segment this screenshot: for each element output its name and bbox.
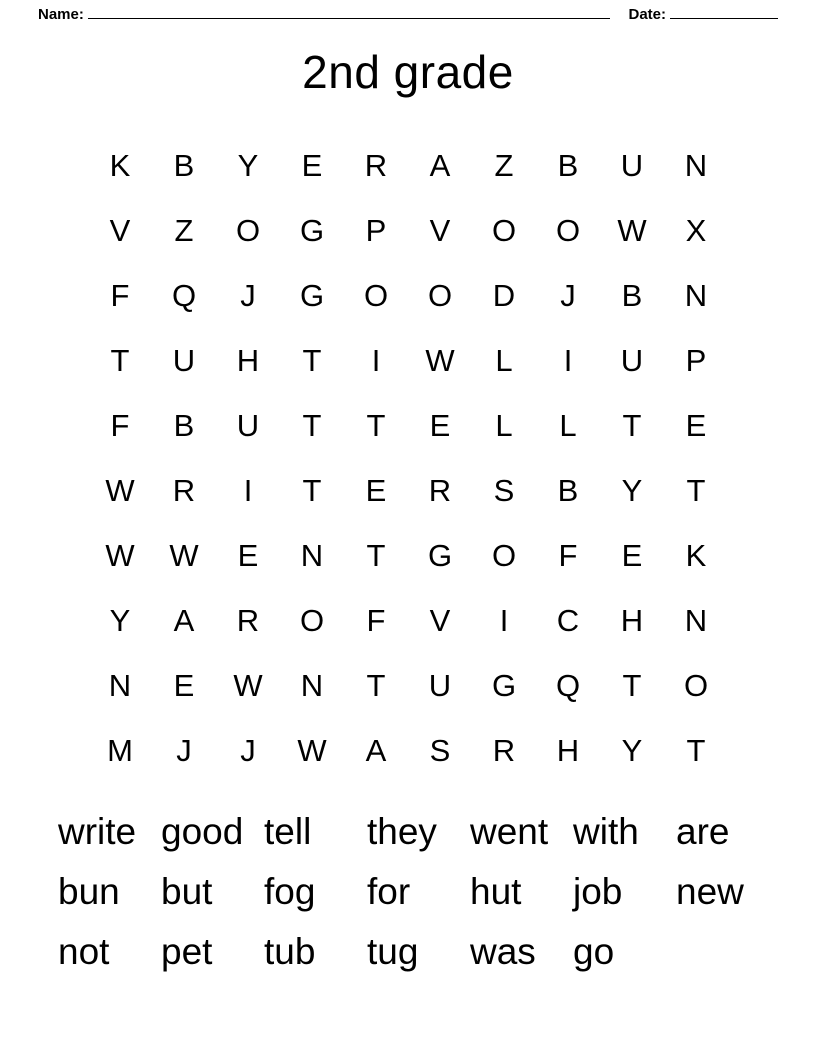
word-bank-row xyxy=(58,861,768,921)
grid-cell: T xyxy=(302,408,322,443)
grid-cell: O xyxy=(299,603,325,638)
grid-cell: P xyxy=(365,213,387,248)
grid-cell: K xyxy=(685,538,707,573)
grid-cell: B xyxy=(557,148,579,183)
grid-cell: S xyxy=(493,473,515,508)
grid-cell: T xyxy=(302,343,322,378)
word-bank-item: fog xyxy=(264,870,316,912)
grid-cell: T xyxy=(302,473,322,508)
grid-cell: R xyxy=(428,473,452,508)
grid-cell: N xyxy=(108,668,132,703)
word-bank-item: was xyxy=(470,930,536,972)
grid-row xyxy=(88,458,728,523)
grid-cell: Q xyxy=(555,668,581,703)
word-bank-item: bun xyxy=(58,870,120,912)
grid-row xyxy=(88,523,728,588)
grid-cell: T xyxy=(686,473,706,508)
grid-cell: U xyxy=(428,668,452,703)
grid-cell: R xyxy=(492,733,516,768)
grid-cell: I xyxy=(563,343,573,378)
grid-cell: F xyxy=(110,278,130,313)
grid-cell: Y xyxy=(237,148,259,183)
grid-cell: L xyxy=(495,343,513,378)
grid-cell: R xyxy=(172,473,196,508)
grid-cell: T xyxy=(686,733,706,768)
grid-row xyxy=(88,198,728,263)
grid-cell: L xyxy=(495,408,513,443)
grid-cell: Y xyxy=(109,603,131,638)
grid-cell: O xyxy=(683,668,709,703)
grid-row xyxy=(88,588,728,653)
grid-cell: J xyxy=(240,733,256,768)
grid-cell: T xyxy=(366,538,386,573)
grid-cell: U xyxy=(236,408,260,443)
grid-cell: T xyxy=(366,668,386,703)
grid-row xyxy=(88,718,728,783)
word-bank-item: went xyxy=(470,810,549,852)
grid-cell: Y xyxy=(621,733,643,768)
grid-cell: G xyxy=(427,538,453,573)
grid-row xyxy=(88,263,728,328)
grid-cell: J xyxy=(240,278,256,313)
grid-cell: H xyxy=(236,343,260,378)
grid-cell: H xyxy=(556,733,580,768)
word-bank-row xyxy=(58,921,768,981)
grid-cell: E xyxy=(173,668,195,703)
grid-cell: O xyxy=(427,278,453,313)
grid-cell: E xyxy=(365,473,387,508)
grid-cell: B xyxy=(173,408,195,443)
grid-row xyxy=(88,393,728,458)
grid-cell: U xyxy=(620,343,644,378)
grid-cell: U xyxy=(620,148,644,183)
word-bank-item: but xyxy=(161,870,213,912)
grid-cell: T xyxy=(622,408,642,443)
grid-cell: T xyxy=(110,343,130,378)
word-bank-item: go xyxy=(573,930,615,972)
grid-cell: V xyxy=(109,213,131,248)
grid-cell: A xyxy=(365,733,387,768)
grid-cell: I xyxy=(243,473,253,508)
grid-cell: E xyxy=(301,148,323,183)
grid-cell: W xyxy=(425,343,455,378)
grid-cell: I xyxy=(499,603,509,638)
grid-cell: W xyxy=(169,538,199,573)
grid-cell: B xyxy=(557,473,579,508)
grid-cell: E xyxy=(429,408,451,443)
name-label: Name: xyxy=(38,6,84,23)
grid-cell: S xyxy=(429,733,451,768)
grid-row xyxy=(88,133,728,198)
name-write-line xyxy=(88,6,611,19)
word-bank-item: hut xyxy=(470,870,522,912)
word-search-grid xyxy=(88,133,728,783)
grid-cell: D xyxy=(492,278,516,313)
grid-cell: W xyxy=(297,733,327,768)
grid-cell: N xyxy=(300,538,324,573)
grid-cell: V xyxy=(429,213,451,248)
grid-cell: G xyxy=(299,278,325,313)
grid-cell: E xyxy=(237,538,259,573)
grid-cell: P xyxy=(685,343,707,378)
grid-cell: N xyxy=(300,668,324,703)
word-bank-item: tug xyxy=(367,930,419,972)
word-bank xyxy=(48,801,768,981)
grid-cell: A xyxy=(173,603,195,638)
grid-cell: H xyxy=(620,603,644,638)
grid-cell: F xyxy=(110,408,130,443)
grid-cell: Z xyxy=(494,148,514,183)
word-bank-row xyxy=(58,801,768,861)
grid-cell: N xyxy=(684,603,708,638)
grid-cell: G xyxy=(299,213,325,248)
word-bank-item: they xyxy=(367,810,437,852)
date-group xyxy=(628,6,778,23)
grid-row xyxy=(88,653,728,718)
date-label: Date: xyxy=(628,6,666,23)
grid-cell: Z xyxy=(174,213,194,248)
word-bank-item: tub xyxy=(264,930,316,972)
grid-cell: O xyxy=(235,213,261,248)
grid-cell: J xyxy=(560,278,576,313)
grid-cell: Q xyxy=(171,278,197,313)
grid-cell: R xyxy=(236,603,260,638)
grid-cell: U xyxy=(172,343,196,378)
word-bank-item: good xyxy=(161,810,244,852)
grid-cell: T xyxy=(366,408,386,443)
grid-cell: W xyxy=(617,213,647,248)
grid-cell: B xyxy=(173,148,195,183)
word-bank-item: are xyxy=(676,810,730,852)
word-bank-item: with xyxy=(573,810,639,852)
grid-cell: I xyxy=(371,343,381,378)
grid-cell: K xyxy=(109,148,131,183)
grid-cell: F xyxy=(558,538,578,573)
grid-cell: J xyxy=(176,733,192,768)
grid-cell: O xyxy=(491,213,517,248)
grid-cell: W xyxy=(233,668,263,703)
grid-cell: W xyxy=(105,473,135,508)
grid-cell: A xyxy=(429,148,451,183)
grid-cell: M xyxy=(107,733,133,768)
grid-cell: V xyxy=(429,603,451,638)
header-row xyxy=(0,0,816,23)
grid-cell: L xyxy=(559,408,577,443)
word-bank-item: pet xyxy=(161,930,213,972)
grid-cell: G xyxy=(491,668,517,703)
grid-cell: Y xyxy=(621,473,643,508)
grid-row xyxy=(88,328,728,393)
grid-cell: E xyxy=(685,408,707,443)
grid-cell: N xyxy=(684,278,708,313)
grid-cell: B xyxy=(621,278,643,313)
grid-cell: O xyxy=(491,538,517,573)
grid-cell: C xyxy=(556,603,580,638)
grid-cell: O xyxy=(363,278,389,313)
word-bank-item: for xyxy=(367,870,411,912)
grid-cell: E xyxy=(621,538,643,573)
word-bank-item: not xyxy=(58,930,110,972)
grid-cell: N xyxy=(684,148,708,183)
page-title: 2nd grade xyxy=(302,46,514,98)
word-bank-item: write xyxy=(58,810,137,852)
grid-cell: T xyxy=(622,668,642,703)
grid-cell: R xyxy=(364,148,388,183)
word-bank-item: job xyxy=(573,870,623,912)
word-bank-item: new xyxy=(676,870,744,912)
grid-cell: W xyxy=(105,538,135,573)
grid-cell: X xyxy=(685,213,707,248)
grid-cell: F xyxy=(366,603,386,638)
word-bank-item: tell xyxy=(264,810,312,852)
date-write-line xyxy=(670,6,778,19)
grid-cell: O xyxy=(555,213,581,248)
